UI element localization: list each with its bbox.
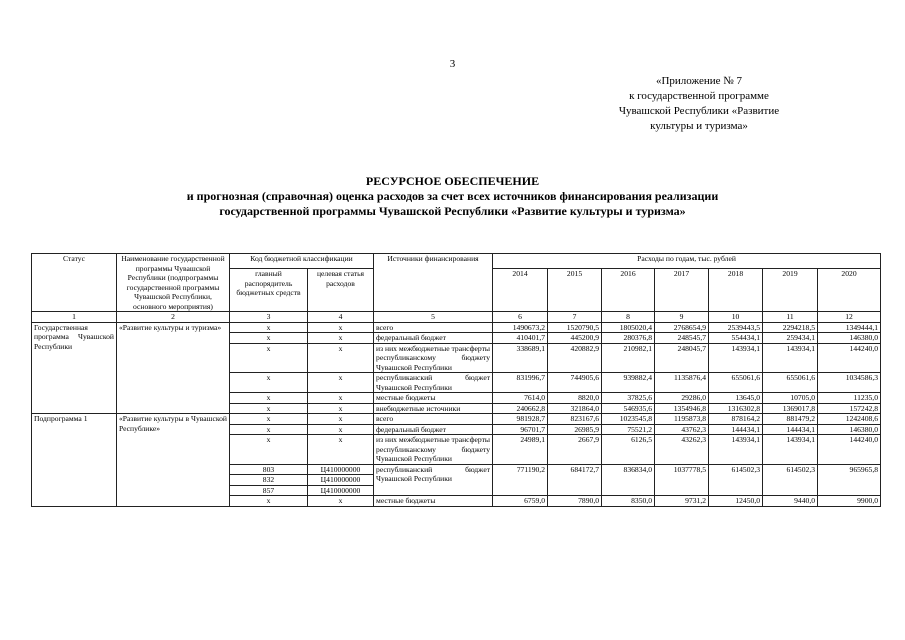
- block-subprogram-1: [32, 414, 881, 507]
- source-cell: из них межбюджетные трансферты республиканскому бюджету Чувашской Республики: [374, 435, 493, 465]
- header-name: Наименование государственной программы Чувашской Республики (подпрограммы государственной программы Чувашской Республики, основного мероприятия): [117, 254, 230, 312]
- column-number: 6: [493, 312, 548, 323]
- column-number: 1: [32, 312, 117, 323]
- value-cell: 1316302,8: [709, 403, 763, 414]
- value-cell: 338689,1: [493, 343, 548, 373]
- value-cell: 965965,8: [818, 464, 881, 496]
- value-cell: 144434,1: [763, 424, 818, 435]
- name-cell: «Развитие культуры и туризма»: [117, 322, 230, 414]
- header-budget-code: Код бюджетной классификации: [230, 254, 374, 269]
- header-year: 2015: [548, 269, 602, 312]
- csr-cell: x: [308, 343, 374, 373]
- appendix-line-4: культуры и туризма»: [650, 120, 748, 132]
- value-cell: 280376,8: [602, 333, 655, 344]
- value-cell: 8350,0: [602, 496, 655, 507]
- value-cell: 143934,1: [763, 343, 818, 373]
- grbs-cell: x: [230, 393, 308, 404]
- value-cell: 1242408,6: [818, 414, 881, 425]
- value-cell: 7890,0: [548, 496, 602, 507]
- title-line-2: и прогнозная (справочная) оценка расходов за счет всех источников финансирования реализации: [186, 189, 719, 203]
- value-cell: 1135876,4: [655, 373, 709, 393]
- value-cell: 143934,1: [709, 343, 763, 373]
- value-cell: 240662,8: [493, 403, 548, 414]
- value-cell: 655061,6: [709, 373, 763, 393]
- value-cell: 259434,1: [763, 333, 818, 344]
- column-number: 10: [709, 312, 763, 323]
- grbs-cell: 857: [230, 485, 308, 496]
- csr-cell: x: [308, 403, 374, 414]
- value-cell: 1369017,8: [763, 403, 818, 414]
- value-cell: 37825,6: [602, 393, 655, 404]
- grbs-cell: x: [230, 373, 308, 393]
- value-cell: 9900,0: [818, 496, 881, 507]
- value-cell: 43262,3: [655, 435, 709, 465]
- value-cell: 321864,0: [548, 403, 602, 414]
- value-cell: 2294218,5: [763, 322, 818, 333]
- value-cell: 2768654,9: [655, 322, 709, 333]
- value-cell: 614502,3: [709, 464, 763, 496]
- status-cell: Подпрограмма 1: [32, 414, 117, 507]
- appendix-line-1: «Приложение № 7: [655, 75, 743, 87]
- grbs-cell: x: [230, 343, 308, 373]
- csr-cell: x: [308, 393, 374, 404]
- value-cell: 836834,0: [602, 464, 655, 496]
- csr-cell: Ц410000000: [308, 485, 374, 496]
- header-year: 2014: [493, 269, 548, 312]
- grbs-cell: x: [230, 333, 308, 344]
- value-cell: 831996,7: [493, 373, 548, 393]
- value-cell: 1023545,8: [602, 414, 655, 425]
- value-cell: 881479,2: [763, 414, 818, 425]
- value-cell: 1354946,8: [655, 403, 709, 414]
- value-cell: 939882,4: [602, 373, 655, 393]
- source-cell: федеральный бюджет: [374, 333, 493, 344]
- page-number: 3: [449, 58, 456, 70]
- source-cell: республиканский бюджет Чувашской Республики: [374, 464, 493, 496]
- appendix-line-3: Чувашской Республики «Развитие: [618, 105, 780, 117]
- value-cell: 6126,5: [602, 435, 655, 465]
- grbs-cell: x: [230, 414, 308, 425]
- value-cell: 146380,0: [818, 333, 881, 344]
- value-cell: 96701,7: [493, 424, 548, 435]
- column-number: 9: [655, 312, 709, 323]
- value-cell: 12450,0: [709, 496, 763, 507]
- value-cell: 554434,1: [709, 333, 763, 344]
- value-cell: 8820,0: [548, 393, 602, 404]
- grbs-cell: x: [230, 424, 308, 435]
- source-cell: внебюджетные источники: [374, 403, 493, 414]
- header-expenses: Расходы по годам, тыс. рублей: [493, 254, 881, 269]
- header-csr: целевая статья расходов: [308, 269, 374, 312]
- value-cell: 13645,0: [709, 393, 763, 404]
- table-row: [32, 322, 881, 333]
- value-cell: 210982,1: [602, 343, 655, 373]
- csr-cell: x: [308, 373, 374, 393]
- column-number: 3: [230, 312, 308, 323]
- value-cell: 143934,1: [763, 435, 818, 465]
- value-cell: 1805020,4: [602, 322, 655, 333]
- value-cell: 878164,2: [709, 414, 763, 425]
- value-cell: 7614,0: [493, 393, 548, 404]
- value-cell: 75521,2: [602, 424, 655, 435]
- csr-cell: x: [308, 322, 374, 333]
- value-cell: 29286,0: [655, 393, 709, 404]
- column-number: 8: [602, 312, 655, 323]
- value-cell: 614502,3: [763, 464, 818, 496]
- title-line-1: РЕСУРСНОЕ ОБЕСПЕЧЕНИЕ: [365, 174, 540, 188]
- value-cell: 1034586,3: [818, 373, 881, 393]
- csr-cell: x: [308, 435, 374, 465]
- grbs-cell: 832: [230, 475, 308, 486]
- block-state-program: [32, 322, 881, 414]
- value-cell: 1195873,8: [655, 414, 709, 425]
- column-number: 2: [117, 312, 230, 323]
- grbs-cell: x: [230, 403, 308, 414]
- header-year: 2018: [709, 269, 763, 312]
- column-number: 11: [763, 312, 818, 323]
- resource-table: [31, 253, 881, 507]
- value-cell: 10705,0: [763, 393, 818, 404]
- csr-cell: Ц410000000: [308, 475, 374, 486]
- csr-cell: x: [308, 414, 374, 425]
- header-year: 2017: [655, 269, 709, 312]
- status-cell: Государственная программа Чувашской Республики: [32, 322, 117, 414]
- value-cell: 1037778,5: [655, 464, 709, 496]
- title-line-3: государственной программы Чувашской Республики «Развитие культуры и туризма»: [219, 204, 686, 218]
- value-cell: 546935,6: [602, 403, 655, 414]
- source-cell: федеральный бюджет: [374, 424, 493, 435]
- value-cell: 1490673,2: [493, 322, 548, 333]
- value-cell: 144240,0: [818, 343, 881, 373]
- csr-cell: x: [308, 424, 374, 435]
- value-cell: 11235,0: [818, 393, 881, 404]
- csr-cell: x: [308, 496, 374, 507]
- value-cell: 6759,0: [493, 496, 548, 507]
- document-title: [60, 174, 845, 219]
- value-cell: 684172,7: [548, 464, 602, 496]
- value-cell: 143934,1: [709, 435, 763, 465]
- value-cell: 24989,1: [493, 435, 548, 465]
- value-cell: 744905,6: [548, 373, 602, 393]
- header-row-1: [32, 254, 881, 269]
- source-cell: из них межбюджетные трансферты республиканскому бюджету Чувашской Республики: [374, 343, 493, 373]
- header-year: 2020: [818, 269, 881, 312]
- header-year: 2016: [602, 269, 655, 312]
- value-cell: 420882,9: [548, 343, 602, 373]
- column-number-row: [32, 312, 881, 323]
- value-cell: 655061,6: [763, 373, 818, 393]
- source-cell: республиканский бюджет Чувашской Республики: [374, 373, 493, 393]
- value-cell: 248545,7: [655, 333, 709, 344]
- value-cell: 1520790,5: [548, 322, 602, 333]
- appendix-heading: [579, 74, 819, 134]
- value-cell: 144240,0: [818, 435, 881, 465]
- value-cell: 157242,8: [818, 403, 881, 414]
- value-cell: 146380,0: [818, 424, 881, 435]
- value-cell: 1349444,1: [818, 322, 881, 333]
- column-number: 12: [818, 312, 881, 323]
- source-cell: всего: [374, 322, 493, 333]
- csr-cell: x: [308, 333, 374, 344]
- value-cell: 9440,0: [763, 496, 818, 507]
- value-cell: 981928,7: [493, 414, 548, 425]
- value-cell: 771190,2: [493, 464, 548, 496]
- appendix-line-2: к государственной программе: [629, 90, 769, 102]
- grbs-cell: x: [230, 322, 308, 333]
- source-cell: местные бюджеты: [374, 496, 493, 507]
- value-cell: 445200,9: [548, 333, 602, 344]
- csr-cell: Ц410000000: [308, 464, 374, 475]
- value-cell: 26985,9: [548, 424, 602, 435]
- name-cell: «Развитие культуры в Чувашской Республике»: [117, 414, 230, 507]
- value-cell: 823167,6: [548, 414, 602, 425]
- table-row: [32, 414, 881, 425]
- header-grbs: главный распорядитель бюджетных средств: [230, 269, 308, 312]
- value-cell: 410401,7: [493, 333, 548, 344]
- column-number: 4: [308, 312, 374, 323]
- source-cell: всего: [374, 414, 493, 425]
- column-number: 7: [548, 312, 602, 323]
- header-year: 2019: [763, 269, 818, 312]
- value-cell: 43762,3: [655, 424, 709, 435]
- source-cell: местные бюджеты: [374, 393, 493, 404]
- value-cell: 248045,7: [655, 343, 709, 373]
- value-cell: 2539443,5: [709, 322, 763, 333]
- column-number: 5: [374, 312, 493, 323]
- grbs-cell: 803: [230, 464, 308, 475]
- header-sources: Источники финансирования: [374, 254, 493, 312]
- header-status: Статус: [32, 254, 117, 312]
- grbs-cell: x: [230, 496, 308, 507]
- grbs-cell: x: [230, 435, 308, 465]
- value-cell: 2667,9: [548, 435, 602, 465]
- value-cell: 9731,2: [655, 496, 709, 507]
- value-cell: 144434,1: [709, 424, 763, 435]
